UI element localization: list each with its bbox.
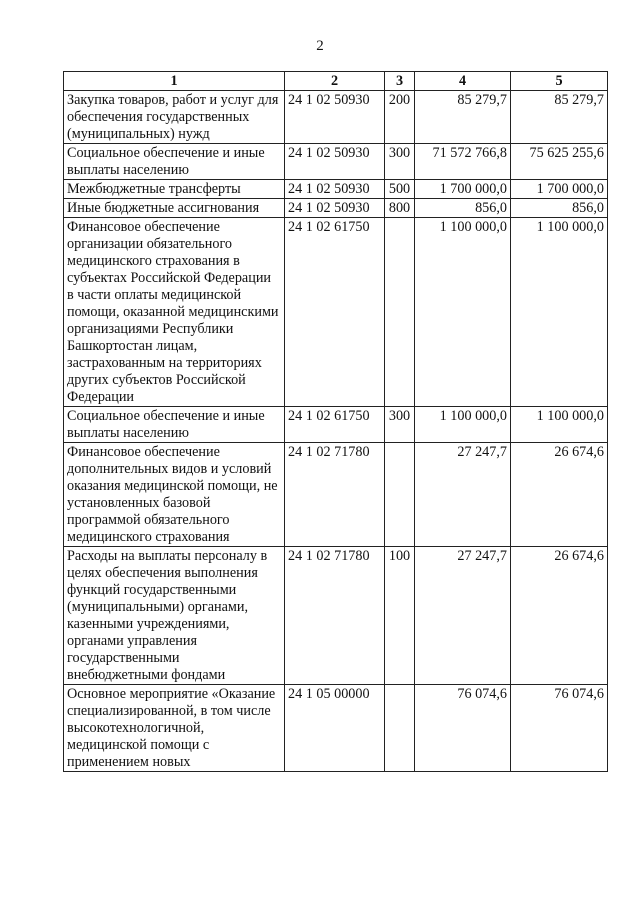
table-row (64, 199, 608, 218)
row-sum-col4: 856,0 (415, 199, 511, 218)
table-row (64, 180, 608, 199)
table-row (64, 91, 608, 144)
table-row (64, 443, 608, 547)
row-expense-type: 200 (385, 91, 415, 144)
header-col-4: 4 (415, 72, 511, 91)
row-expense-type (385, 685, 415, 772)
row-sum-col5: 1 100 000,0 (511, 407, 608, 443)
row-sum-col4: 27 247,7 (415, 443, 511, 547)
row-sum-col5: 76 074,6 (511, 685, 608, 772)
row-name: Социальное обеспечение и иные выплаты населению (64, 407, 285, 443)
row-expense-type: 100 (385, 547, 415, 685)
row-sum-col5: 26 674,6 (511, 443, 608, 547)
row-code: 24 1 05 00000 (285, 685, 385, 772)
row-name: Финансовое обеспечение организации обязательного медицинского страхования в субъектах Российской Федерации в части оплаты медицинской помощи, оказанной медицинскими организациями Республики Башкортостан лицам, застрахованным на территориях других субъектов Российской Федерации (64, 218, 285, 407)
row-code: 24 1 02 61750 (285, 407, 385, 443)
row-sum-col4: 1 100 000,0 (415, 407, 511, 443)
row-expense-type: 300 (385, 407, 415, 443)
budget-table (63, 71, 608, 772)
row-sum-col5: 85 279,7 (511, 91, 608, 144)
row-name: Закупка товаров, работ и услуг для обеспечения государственных (муниципальных) нужд (64, 91, 285, 144)
row-code: 24 1 02 50930 (285, 144, 385, 180)
table-row (64, 685, 608, 772)
row-sum-col4: 27 247,7 (415, 547, 511, 685)
row-sum-col4: 1 700 000,0 (415, 180, 511, 199)
row-sum-col4: 85 279,7 (415, 91, 511, 144)
table-row (64, 144, 608, 180)
page-number: 2 (316, 38, 324, 54)
row-name: Финансовое обеспечение дополнительных видов и условий оказания медицинской помощи, не установленных базовой программой обязательного медицинского страхования (64, 443, 285, 547)
row-code: 24 1 02 61750 (285, 218, 385, 407)
header-col-2: 2 (285, 72, 385, 91)
row-sum-col5: 1 700 000,0 (511, 180, 608, 199)
table-header-row (64, 72, 608, 91)
table-row (64, 407, 608, 443)
row-code: 24 1 02 71780 (285, 443, 385, 547)
row-expense-type: 300 (385, 144, 415, 180)
row-sum-col5: 856,0 (511, 199, 608, 218)
header-col-3: 3 (385, 72, 415, 91)
row-name: Основное мероприятие «Оказание специализированной, в том числе высокотехнологичной, медицинской помощи с применением новых (64, 685, 285, 772)
row-name: Межбюджетные трансферты (64, 180, 285, 199)
row-name: Расходы на выплаты персоналу в целях обеспечения выполнения функций государственными (муниципальными) органами, казенными учреждениями, органами управления государственными внебюджетными фондами (64, 547, 285, 685)
row-expense-type (385, 443, 415, 547)
row-name: Социальное обеспечение и иные выплаты населению (64, 144, 285, 180)
table-row (64, 218, 608, 407)
row-expense-type: 500 (385, 180, 415, 199)
header-col-5: 5 (511, 72, 608, 91)
row-sum-col5: 26 674,6 (511, 547, 608, 685)
row-code: 24 1 02 50930 (285, 91, 385, 144)
row-sum-col4: 1 100 000,0 (415, 218, 511, 407)
header-col-1: 1 (64, 72, 285, 91)
row-code: 24 1 02 71780 (285, 547, 385, 685)
row-name: Иные бюджетные ассигнования (64, 199, 285, 218)
row-sum-col4: 76 074,6 (415, 685, 511, 772)
row-expense-type: 800 (385, 199, 415, 218)
row-sum-col5: 75 625 255,6 (511, 144, 608, 180)
row-code: 24 1 02 50930 (285, 180, 385, 199)
row-sum-col4: 71 572 766,8 (415, 144, 511, 180)
row-code: 24 1 02 50930 (285, 199, 385, 218)
row-sum-col5: 1 100 000,0 (511, 218, 608, 407)
table-row (64, 547, 608, 685)
row-expense-type (385, 218, 415, 407)
